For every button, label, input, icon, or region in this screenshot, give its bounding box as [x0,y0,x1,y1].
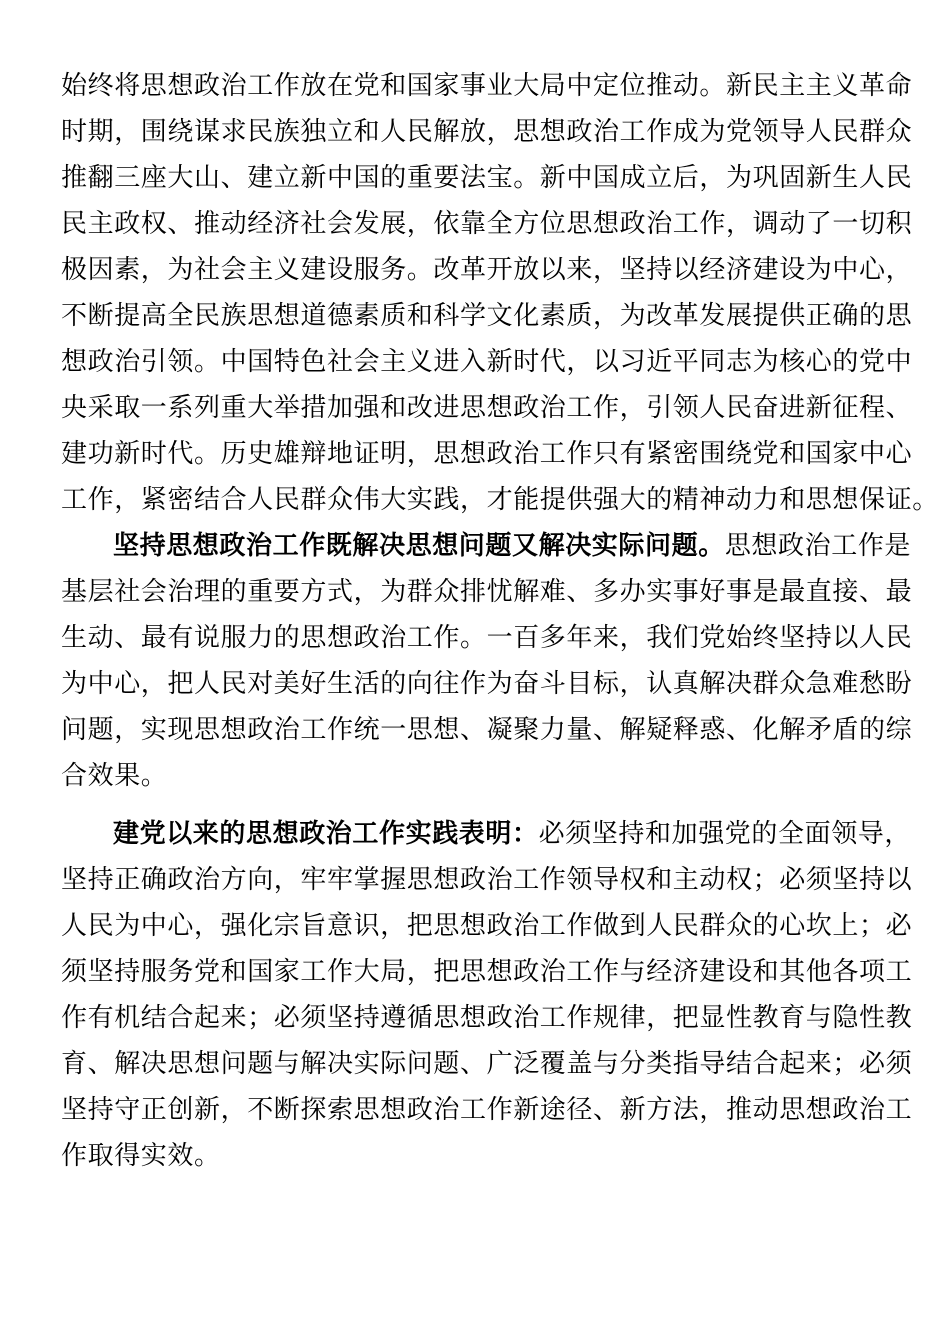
text-line: 育、解决思想问题与解决实际问题、广泛覆盖与分类指导结合起来；必须 [61,1049,913,1079]
text-line: 央采取一系列重大举措加强和改进思想政治工作，引领人民奋进新征程、 [61,393,913,423]
paragraph-lead-text: 必须坚持和加强党的全面领导， [538,819,912,849]
text-line: 作有机结合起来；必须坚持遵循思想政治工作规律，把显性教育与隐性教 [61,1003,913,1033]
text-line: 想政治引领。中国特色社会主义进入新时代，以习近平同志为核心的党中 [61,347,913,377]
paragraph-heading: 坚持思想政治工作既解决思想问题又解决实际问题。 [113,531,725,561]
text-line: 基层社会治理的重要方式，为群众排忧解难、多办实事好事是最直接、最 [61,577,913,607]
text-line: 建功新时代。历史雄辩地证明，思想政治工作只有紧密围绕党和国家中心 [61,439,913,469]
text-line: 不断提高全民族思想道德素质和科学文化素质，为改革发展提供正确的思 [61,301,913,331]
paragraph-gap [61,799,876,811]
paragraph-lead-line [61,523,912,569]
text-line: 合效果。 [61,761,168,791]
text-line: 极因素，为社会主义建设服务。改革开放以来，坚持以经济建设为中心， [61,255,913,285]
text-line: 人民为中心，强化宗旨意识，把思想政治工作做到人民群众的心坎上；必 [61,911,913,941]
text-line: 问题，实现思想政治工作统一思想、凝聚力量、解疑释惑、化解矛盾的综 [61,715,913,745]
paragraph-lead-text: 思想政治工作是 [724,531,912,561]
text-line: 为中心，把人民对美好生活的向往作为奋斗目标，认真解决群众急难愁盼 [61,669,913,699]
paragraph-1 [61,63,939,523]
text-line: 生动、最有说服力的思想政治工作。一百多年来，我们党始终坚持以人民 [61,623,913,653]
text-line: 民主政权、推动经济社会发展，依靠全方位思想政治工作，调动了一切积 [61,209,913,239]
text-line: 坚持正确政治方向，牢牢掌握思想政治工作领导权和主动权；必须坚持以 [61,865,913,895]
text-line: 推翻三座大山、建立新中国的重要法宝。新中国成立后，为巩固新生人民 [61,163,913,193]
paragraph-heading: 建党以来的思想政治工作实践表明： [113,819,539,849]
text-line: 坚持守正创新，不断探索思想政治工作新途径、新方法，推动思想政治工 [61,1095,913,1125]
text-line: 作取得实效。 [61,1141,221,1171]
paragraph-lead-line [61,811,912,857]
text-line: 工作，紧密结合人民群众伟大实践，才能提供强大的精神动力和思想保证。 [61,485,939,515]
document-page [61,63,939,1179]
paragraph-3 [61,811,913,1179]
text-line: 始终将思想政治工作放在党和国家事业大局中定位推动。新民主主义革命 [61,71,913,101]
text-line: 时期，围绕谋求民族独立和人民解放，思想政治工作成为党领导人民群众 [61,117,913,147]
text-line: 须坚持服务党和国家工作大局，把思想政治工作与经济建设和其他各项工 [61,957,913,987]
paragraph-2 [61,523,913,799]
